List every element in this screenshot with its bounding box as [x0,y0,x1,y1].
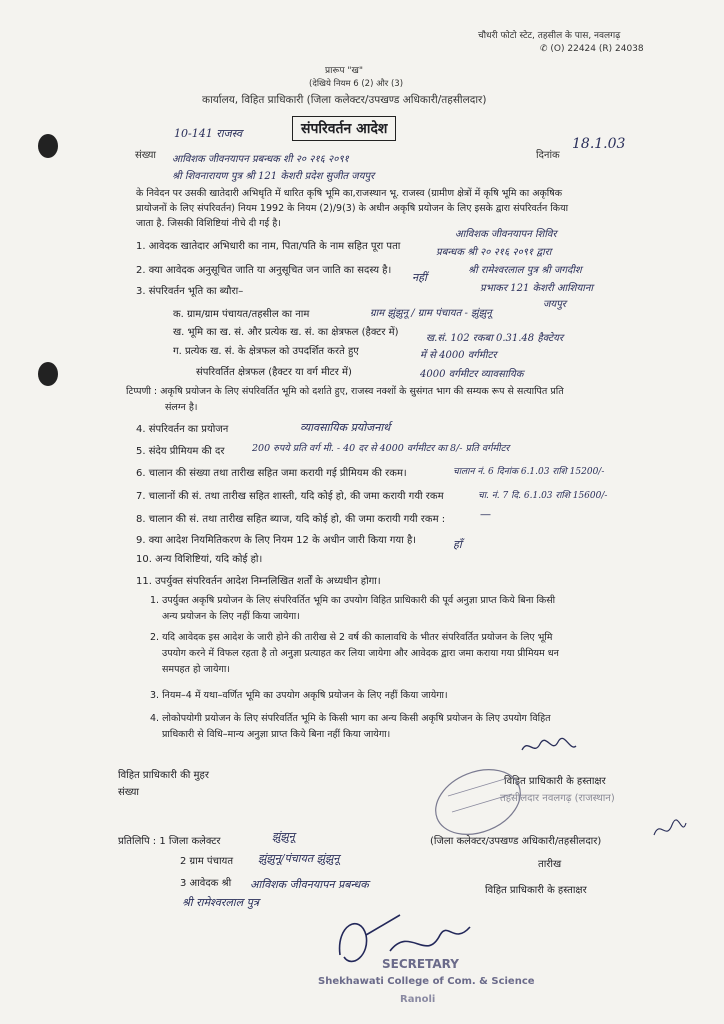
punch-hole-bottom [38,362,58,386]
office-line: कार्यालय, विहित प्राधिकारी (जिला कलेक्टर/उपखण्ड अधिकारी/तहसीलदार) [202,94,487,106]
item-3-label: 3. संपरिवर्तन भूति का ब्यौरा– [136,286,244,297]
item-5-label: 5. संदेय प्रीमियम की दर [136,446,225,457]
item-8-value: — [480,508,491,521]
condition-3: 3. नियम–4 में यथा–वर्णित भूमि का उपयोग अकृषि प्रयोजन के लिए नहीं किया जायेगा। [150,690,448,701]
item-10-label: 10. अन्य विशिष्टियां, यदि कोई हो। [136,554,263,565]
authority-sign-label: विहित प्राधिकारी के हस्ताक्षर [504,776,606,787]
copy-1-value: झुंझुनू [272,830,295,843]
copy-3-value-2: श्री रामेश्वरलाल पुत्र [182,896,259,909]
secretary-stamp-place: Ranoli [400,994,436,1005]
punch-hole-top [38,134,58,158]
item-3c-label: ग. प्रत्येक ख. सं. के क्षेत्रफल को उपदर्शित करते हुए [173,346,359,357]
condition-4-line-2: प्राधिकारी से विधि–मान्य अनुज्ञा प्राप्त किये बिना नहीं किया जायेगा। [162,729,391,740]
note-line-2: संलग्न है। [165,402,198,413]
intro-line-1: के निवेदन पर उसकी खातेदारी अभिधृति में धारित कृषि भूमि का,राजस्थान भू. राजस्व (ग्रामीण क्षेत्रों में कृषि भूमि का अकृषिक [136,188,563,199]
file-reference: 10-141 राजस्व [174,127,243,140]
copy-3-value: आविशक जीवनयापन प्रबन्धक [250,878,369,891]
condition-2-line-2: उपयोग करने में विफल रहता है तो अनुज्ञा प्रत्याहत कर लिया जायेगा और आवेदक द्वारा जमा कराया गया प्रीमियम धन [162,648,559,659]
item-3b-value: ख.सं. 102 रकबा 0.31.48 हैक्टेयर [426,333,564,344]
secretary-stamp-title: SECRETARY [382,957,459,971]
condition-2-line-3: समपहत हो जायेगा। [162,664,230,675]
item-5-value: 200 रुपये प्रति वर्ग मी. - 40 दर से 4000 वर्गमीटर का 8/- प्रति वर्गमीटर [252,443,510,454]
copy-3-label: 3 आवेदक श्री [180,878,232,889]
item-1-hw-b: प्रबन्धक श्री २० २१६ २०९१ द्वारा [436,247,552,258]
item-1-hw-c: श्री रामेश्वरलाल पुत्र श्री जगदीश [468,265,582,276]
order-date-value: 18.1.03 [572,136,626,152]
rule-reference: (देखिये नियम 6 (2) और (3) [309,79,404,89]
item-1-hw-d: प्रभाकर 121 केशरी आशियाना [480,283,594,294]
form-name: प्रारूप "ख" [325,66,364,76]
number-label: संख्या [135,150,156,161]
item-3a-value: ग्राम झुंझुनू / ग्राम पंचायत - झुंझुनू [370,308,492,319]
copy-2-value: झुंझुनू/पंचायत झुंझुनू [258,852,340,865]
secretary-stamp-college: Shekhawati College of Com. & Science [318,976,535,987]
item-7-value: चा. नं. 7 दि. 6.1.03 राशि 15600/- [478,491,608,501]
tehsildar-stamp-name: तहसीलदार नवलगढ़ (राजस्थान) [500,793,615,804]
item-6-label: 6. चालान की संख्या तथा तारीख सहित जमा करायी गई प्रीमियम की रकम। [136,468,407,479]
margin-initials [650,815,690,845]
condition-1-line-2: अन्य प्रयोजन के लिए नहीं किया जायेगा। [162,611,300,622]
order-title: संपरिवर्तन आदेश [292,116,396,141]
item-4-label: 4. संपरिवर्तन का प्रयोजन [136,424,229,435]
applicant-line: श्री शिवनारायण पुत्र श्री 121 केशरी प्रदेश सुजीत जयपुर [172,171,375,182]
item-3d-label: संपरिवर्तित क्षेत्रफल (हैक्टर या वर्ग मीटर में) [196,367,352,378]
item-1-hw-a: आविशक जीवनयापन शिविर [455,229,557,240]
seal-label: विहित प्राधिकारी की मुहर [118,770,209,781]
condition-4-line-1: 4. लोकोपयोगी प्रयोजन के लिए संपरिवर्तित भूमि के किसी भाग का अन्य किसी अकृषि प्रयोजन के लिए उपयोग विहित [150,713,551,724]
studio-stamp-line1: चौधरी फोटो स्टेट, तहसील के पास, नवलगढ़ [478,31,621,41]
item-2-label: 2. क्या आवेदक अनुसूचित जाति या अनुसूचित जन जाति का सदस्य है। [136,265,392,276]
note-line-1: टिप्पणी : अकृषि प्रयोजन के लिए संपरिवर्तित भूमि को दर्शाते हुए, राजस्व नक्शों के सुसंगत भाग की सम्यक रूप से सत्यापित प्रति [126,386,564,397]
item-8-label: 8. चालान की सं. तथा तारीख सहित ब्याज, यदि कोई हो, की जमा करायी गयी रकम : [136,514,446,525]
authority-sign-label-2: विहित प्राधिकारी के हस्ताक्षर [485,885,587,896]
item-1-hw-e: जयपुर [543,299,566,310]
copy-1-label: प्रतिलिपि : 1 जिला कलेक्टर [118,836,221,847]
item-3d-value: 4000 वर्गमीटर व्यावसायिक [420,369,524,380]
item-3c-value: में से 4000 वर्गमीटर [420,350,497,361]
condition-1-line-1: 1. उपर्युक्त अकृषि प्रयोजन के लिए संपरिवर्तित भूमि का उपयोग विहित प्राधिकारी की पूर्व अनुज्ञा प्राप्त किये बिना किसी [150,595,556,606]
round-office-stamp [430,768,530,838]
item-4-value: व्यावसायिक प्रयोजनार्थ [300,421,391,434]
seal-number-label: संख्या [118,787,139,798]
copy-2-label: 2 ग्राम पंचायत [180,856,234,867]
item-7-label: 7. चालानों की सं. तथा तारीख सहित शास्ती, यदि कोई हो, की जमा करायी गयी रकम [136,491,444,502]
item-2-value: नहीं [412,271,427,284]
item-1-label: 1. आवेदक खातेदार अभिधारी का नाम, पिता/पति के नाम सहित पूरा पता [136,241,401,252]
item-3a-label: क. ग्राम/ग्राम पंचायत/तहसील का नाम [173,309,310,320]
date-label: दिनांक [536,150,560,161]
intro-line-2: प्रायोजनों के लिए संपरिवर्तन) नियम 1992 के नियम (2)/9(3) के अधीन अकृषि प्रयोजन के लिए इसके द्वारा संपरिवर्तन किया [136,203,569,214]
item-6-value: चालान नं. 6 दिनांक 6.1.03 राशि 15200/- [453,467,605,477]
intro-line-3: जाता है. जिसकी विशिष्टियां नीचे दी गई है। [136,218,281,229]
initials-signature [520,734,578,758]
condition-2-line-1: 2. यदि आवेदक इस आदेश के जारी होने की तारीख से 2 वर्ष की कालावधि के भीतर संपरिवर्तित प्रयोजन के लिए भूमि [150,632,553,643]
item-9-label: 9. क्या आदेश नियमितिकरण के लिए नियम 12 के अधीन जारी किया गया है। [136,535,417,546]
authority-designation: (जिला कलेक्टर/उपखण्ड अधिकारी/तहसीलदार) [430,836,602,847]
item-3b-label: ख. भूमि का ख. सं. और प्रत्येक ख. सं. का क्षेत्रफल (हैक्टर में) [173,327,399,338]
authority-date-label: तारीख [538,859,562,870]
item-9-value: हाँ [453,538,462,551]
order-number-value: आविशक जीवनयापन प्रबन्धक शी २० २१६ २०९१ [172,154,349,165]
studio-stamp-line2: ✆ (O) 22424 (R) 24038 [540,44,644,54]
item-11-label: 11. उपर्युक्त संपरिवर्तन आदेश निम्नलिखित शर्तों के अध्यधीन होगा। [136,576,381,587]
